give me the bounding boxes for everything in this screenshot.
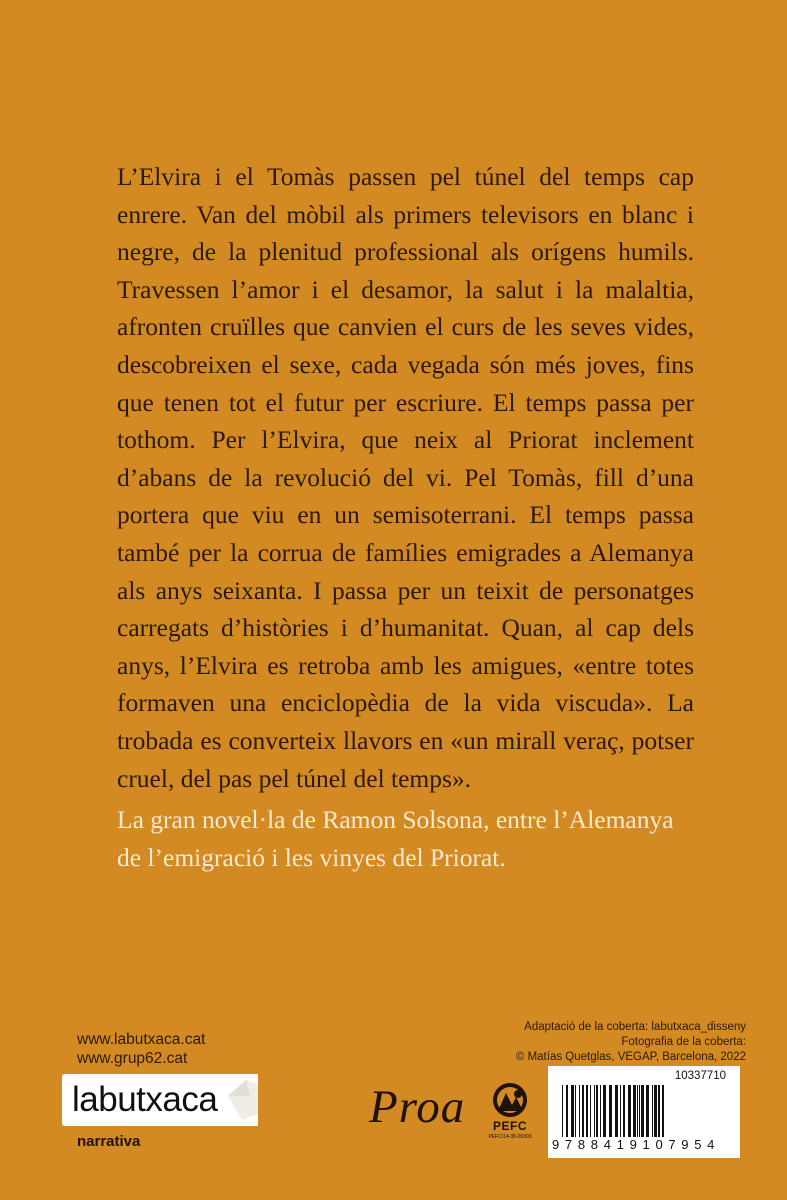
collection-label: narrativa	[77, 1133, 141, 1150]
barcode-bar	[586, 1085, 588, 1137]
isbn-number: 9788419107954	[552, 1137, 721, 1152]
cover-credits	[516, 1020, 746, 1065]
proa-publisher-logo: Proa	[369, 1081, 466, 1133]
barcode-bar	[620, 1085, 621, 1137]
barcode-bar	[652, 1085, 653, 1137]
isbn-barcode	[548, 1066, 740, 1158]
barcode-bars	[562, 1085, 728, 1137]
barcode-bar	[571, 1085, 574, 1137]
barcode-bar	[639, 1085, 640, 1137]
barcode-bar	[641, 1085, 644, 1137]
barcode-bar	[579, 1085, 580, 1137]
tagline-line-2: de l’emigració i les vinyes del Priorat.	[117, 842, 506, 872]
barcode-bar	[633, 1085, 636, 1137]
product-reference: 10337710	[674, 1070, 726, 1082]
back-cover-blurb: L’Elvira i el Tomàs passen pel túnel del temps cap enrere. Van del mòbil als primers televisors en blanc i negre, de la plenitud professional als orígens humils. Travessen l’amor i el desamor, la salut i la malaltia, afronten cruïlles que canvien el curs de les seves vides, descobreixen el sexe, cada vegada són més joves, fins que tenen tot el futur per escriure. El temps passa per tothom. Per l’Elvira, que neix al Priorat inclement d’abans de la revolució del vi. Pel Tomàs, fill d’una portera que viu en un semisoterrani. El temps passa també per la corrua de famílies emigrades a Alemanya als anys seixanta. I passa per un teixit de personatges carregats d’històries i d’humanitat. Quan, al cap dels anys, l’Elvira es retroba amb les amigues, «entre totes formaven una enciclopèdia de la vida viscuda». La trobada es converteix llavors en «un mirall veraç, potser cruel, del pas pel túnel del temps».	[117, 162, 694, 793]
barcode-bar	[566, 1085, 568, 1137]
pefc-tree-icon	[482, 1081, 538, 1119]
tagline	[117, 801, 717, 876]
barcode-bar	[582, 1085, 584, 1137]
barcode-bar	[562, 1085, 563, 1137]
page-fold-icon	[224, 1074, 258, 1126]
barcode-bar	[637, 1085, 638, 1137]
barcode-bar	[609, 1085, 612, 1137]
barcode-bar	[596, 1085, 598, 1137]
website-links	[77, 1030, 205, 1068]
barcode-bar	[658, 1085, 660, 1137]
labutxaca-link[interactable]: www.labutxaca.cat	[77, 1031, 206, 1048]
barcode-bar	[615, 1085, 618, 1137]
barcode-bar	[654, 1085, 657, 1137]
grup62-link[interactable]: www.grup62.cat	[77, 1050, 188, 1067]
pefc-label: PEFC	[492, 1119, 527, 1133]
barcode-bar	[575, 1085, 576, 1137]
pefc-certification-logo	[482, 1081, 538, 1143]
tagline-line-1: La gran novel·la de Ramon Solsona, entre l’Alemanya	[117, 805, 674, 834]
logo-text: labutxaca	[72, 1080, 218, 1119]
barcode-bar	[628, 1085, 631, 1137]
labutxaca-logo	[62, 1074, 258, 1126]
barcode-bar	[594, 1085, 595, 1137]
pefc-code: PEFC/14-38-00303	[488, 1134, 532, 1140]
credit-design: Adaptació de la coberta: labutxaca_disseny	[524, 1021, 746, 1033]
barcode-bar	[600, 1085, 601, 1137]
barcode-bar	[623, 1085, 625, 1137]
barcode-bar	[646, 1085, 649, 1137]
credit-photo-label: Fotografia de la coberta:	[621, 1036, 746, 1048]
barcode-bar	[603, 1085, 606, 1137]
credit-photo-author: © Matías Quetglas, VEGAP, Barcelona, 2022	[515, 1051, 746, 1063]
barcode-bar	[590, 1085, 591, 1137]
barcode-bar	[662, 1085, 664, 1137]
